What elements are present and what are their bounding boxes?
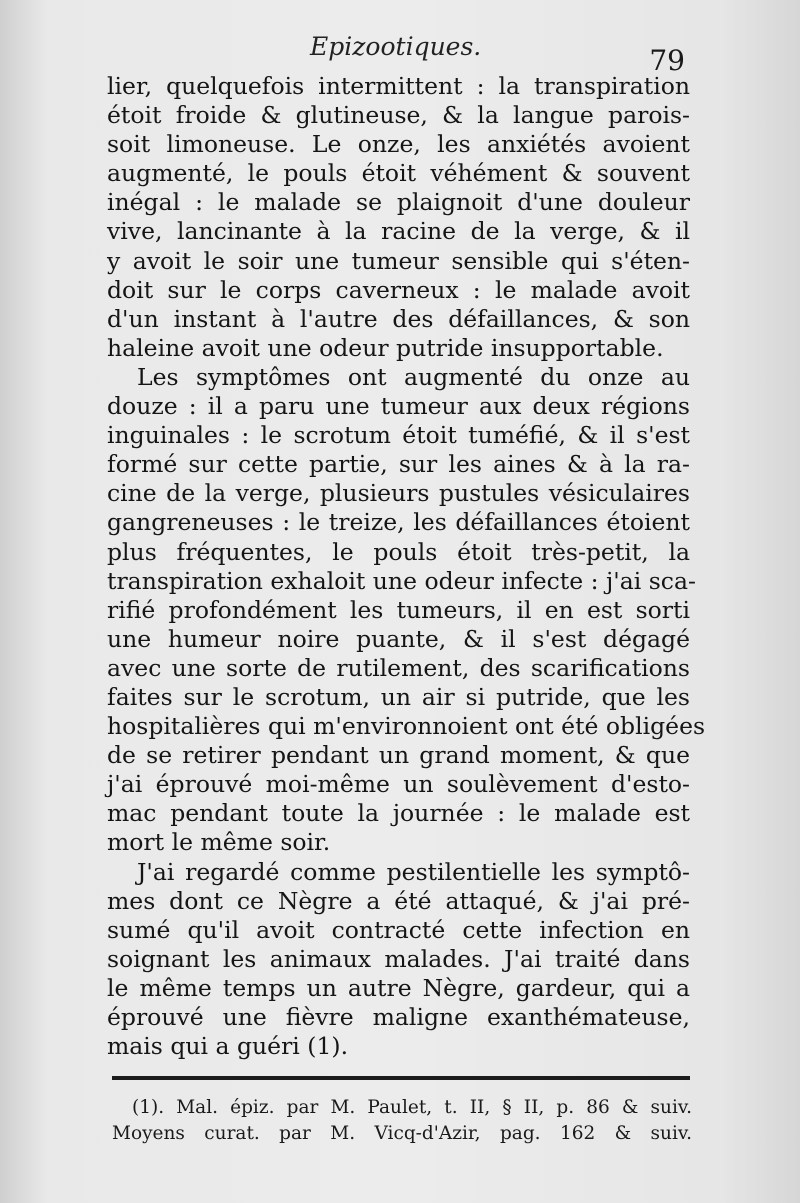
text-line: J'ai regardé comme pestilentielle les symptô- [137,857,690,886]
text-line: une humeur noire puante, & il s'est dégagé [107,624,690,653]
footnote-line: Moyens curat. par M. Vicq-d'Azir, pag. 162 & suiv. [112,1123,692,1144]
text-line: vive, lancinante à la racine de la verge, & il [107,217,690,246]
text-line: douze : il a paru une tumeur aux deux régions [107,392,690,421]
text-line: le même temps un autre Nègre, gardeur, qui a [107,973,690,1002]
text-line: d'un instant à l'autre des défaillances, & son [107,304,690,333]
text-line: gangreneuses : le treize, les défaillances étoient [107,508,690,537]
body-text [107,72,706,1061]
text-line: sumé qu'il avoit contracté cette infection en [107,915,690,944]
page-header [105,26,695,77]
text-line: soit limoneuse. Le onze, les anxiétés avoient [107,130,690,159]
footnote-rule [112,1076,690,1080]
text-line: lier, quelquefois intermittent : la transpiration [107,72,690,100]
text-line: mes dont ce Nègre a été attaqué, & j'ai pré- [107,886,690,915]
text-line: inguinales : le scrotum étoit tuméfié, & il s'est [107,421,690,450]
text-line: Les symptômes ont augmenté du onze au [137,362,690,391]
text-line: de se retirer pendant un grand moment, & que [107,741,690,770]
text-line: mac pendant toute la journée : le malade est [107,799,690,828]
text-line: y avoit le soir une tumeur sensible qui s'éten- [107,246,690,275]
footnote [112,1095,692,1147]
text-line: haleine avoit une odeur putride insupportable. [107,333,664,362]
text-line: avec une sorte de rutilement, des scarifications [107,653,690,682]
text-line: éprouvé une fièvre maligne exanthémateuse, [107,1003,690,1031]
text-line: j'ai éprouvé moi-même un soulèvement d'esto- [107,770,690,799]
running-title: Epizootiques. [310,32,482,61]
text-line: faites sur le scrotum, un air si putride, que les [107,682,690,711]
text-line: plus fréquentes, le pouls étoit très-petit, la [107,537,690,566]
text-line: étoit froide & glutineuse, & la langue parois- [107,101,690,130]
text-line: hospitalières qui m'environnoient ont été obligées [107,712,706,741]
text-line: rifié profondément les tumeurs, il en est sorti [107,595,690,624]
text-line: mort le même soir. [107,828,331,857]
page-number: 79 [649,44,685,77]
text-line: augmenté, le pouls étoit véhément & souvent [107,159,690,188]
text-line: inégal : le malade se plaignoit d'une douleur [107,188,690,217]
text-line: formé sur cette partie, sur les aines & à la ra- [107,450,690,479]
text-line: soignant les animaux malades. J'ai traité dans [107,944,690,973]
text-line: mais qui a guéri (1). [107,1032,349,1061]
text-line: transpiration exhaloit une odeur infecte : j'ai sca- [107,566,696,595]
footnote-line: (1). Mal. épiz. par M. Paulet, t. II, § II, p. 86 & suiv. [132,1097,692,1118]
text-line: cine de la verge, plusieurs pustules vésiculaires [107,479,690,508]
text-line: doit sur le corps caverneux : le malade avoit [107,275,690,304]
